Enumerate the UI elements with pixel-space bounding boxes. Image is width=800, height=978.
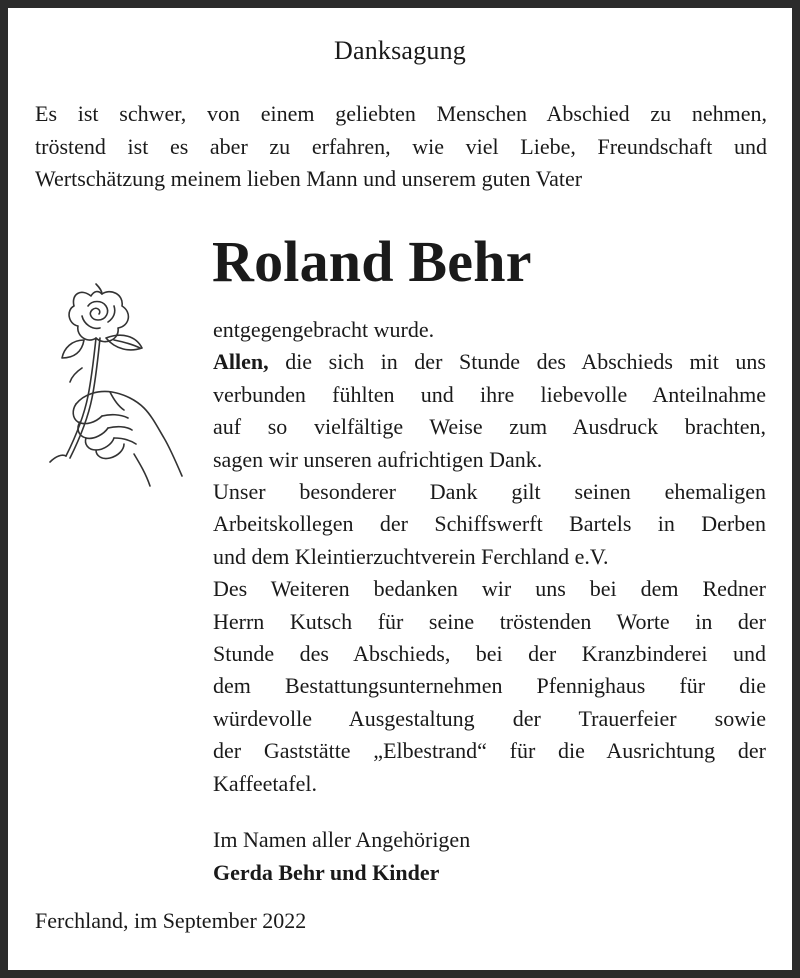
deceased-name: Roland Behr: [212, 229, 532, 294]
body-line: und dem Kleintierzuchtverein Ferchland e.V.: [213, 543, 609, 569]
allen-bold: Allen,: [213, 349, 269, 375]
body-line: würdevolle Ausgestaltung der Trauerfeier sowie: [213, 705, 766, 731]
obituary-card: [8, 8, 792, 970]
signature-names: Gerda Behr und Kinder: [213, 859, 440, 885]
body-line: Des Weiteren bedanken wir uns bei dem Redner: [213, 576, 766, 602]
body-line: Arbeitskollegen der Schiffswerft Bartels in Derben: [213, 511, 766, 537]
intro-line: Wertschätzung meinem lieben Mann und unserem guten Vater: [35, 166, 583, 191]
body-line: Stunde des Abschieds, bei der Kranzbinderei und: [213, 641, 766, 667]
intro-text: [35, 98, 767, 196]
intro-line: Es ist schwer, von einem geliebten Menschen Abschied zu nehmen,: [35, 101, 767, 126]
allen-rest: die sich in der Stunde des Abschieds mit uns: [268, 349, 766, 375]
body-line: [213, 346, 766, 378]
body-line: verbunden fühlten und ihre liebevolle Anteilnahme: [213, 381, 766, 407]
signature-prefix: Im Namen aller Angehörigen: [213, 827, 471, 852]
body-line: dem Bestattungsunternehmen Pfennighaus für die: [213, 673, 766, 699]
body-line: Kaffeetafel.: [213, 770, 318, 796]
heading: Danksagung: [334, 36, 466, 65]
thanks-text: [213, 314, 766, 800]
rose-in-hand-icon: [36, 276, 196, 496]
signature-block: [213, 824, 470, 889]
body-line: auf so vielfältige Weise zum Ausdruck brachten,: [213, 414, 766, 440]
place-date: Ferchland, im September 2022: [35, 908, 307, 933]
body-line: Unser besonderer Dank gilt seinen ehemaligen: [213, 479, 766, 505]
intro-line: tröstend ist es aber zu erfahren, wie viel Liebe, Freundschaft und: [35, 133, 767, 159]
body-line: sagen wir unseren aufrichtigen Dank.: [213, 446, 543, 472]
body-line: entgegengebracht wurde.: [213, 317, 435, 342]
body-line: der Gaststätte „Elbestrand“ für die Ausrichtung der: [213, 738, 766, 764]
body-line: Herrn Kutsch für seine tröstenden Worte in der: [213, 608, 766, 634]
